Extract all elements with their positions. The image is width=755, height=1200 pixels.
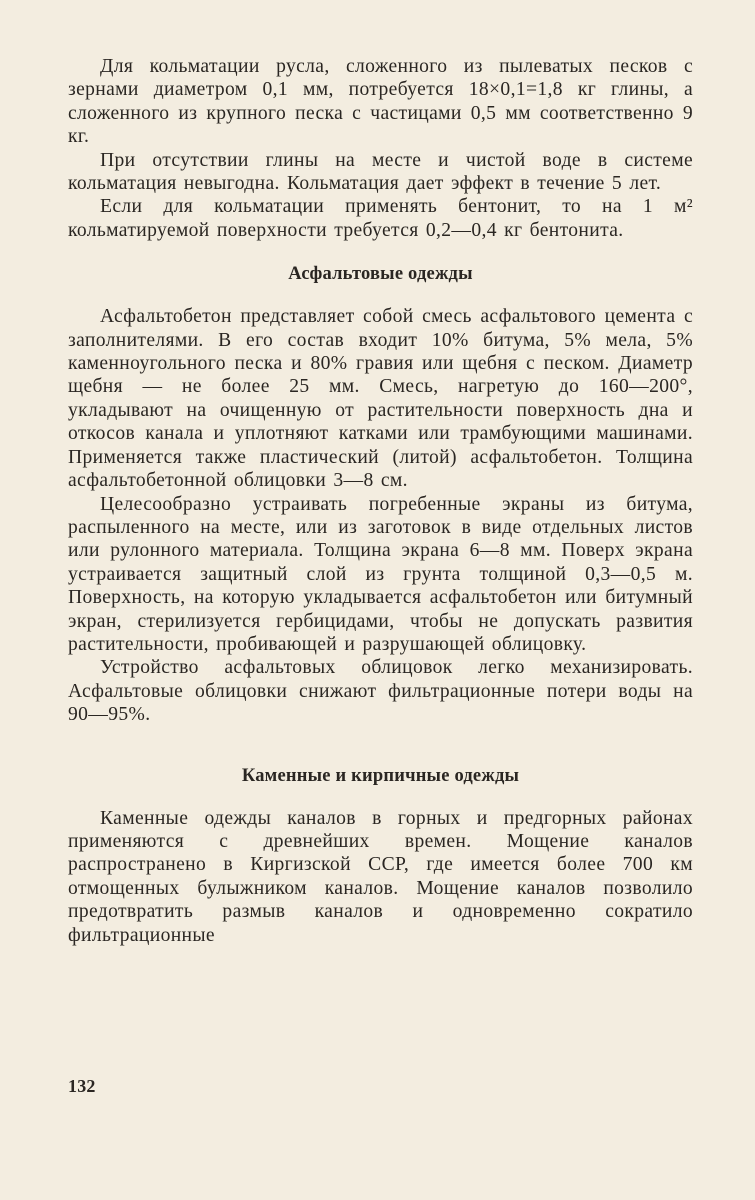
paragraph: При отсутствии глины на месте и чистой воде в системе кольматация невыгодна. Кольматация дает эффект в течение 5 лет. (68, 149, 693, 195)
paragraph: Для кольматации русла, сложенного из пылеватых песков с зернами диаметром 0,1 мм, потребуется 18×0,1=1,8 кг глины, а сложенного из крупного песка с частицами 0,5 мм соответственно 9 кг. (68, 56, 693, 148)
paragraph: Устройство асфальтовых облицовок легко механизировать. Асфальтовые облицовки снижают фильтрационные потери воды на 90—95%. (68, 657, 693, 726)
section-stone (68, 807, 693, 947)
section-asphalt (68, 305, 693, 726)
section-heading-asphalt: Асфальтовые одежды (288, 264, 473, 285)
section-heading-stone: Каменные и кирпичные одежды (241, 765, 520, 786)
paragraph: Асфальтобетон представляет собой смесь асфальтового цемента с заполнителями. В его состав входит 10% битума, 5% мела, 5% каменноугольного песка и 80% гравия или щебня с песком. Диаметр щебня — не более 25 мм. Смесь, нагретую до 160—200°, укладывают на очищенную от растительности поверхность дна и откосов канала и уплотняют катками или трамбующими машинами. Применяется также пластический (литой) асфальтобетон. Толщина асфальтобетонной облицовки 3—8 см. (68, 306, 693, 492)
page-number: 132 (68, 1076, 96, 1096)
paragraph: Если для кольматации применять бентонит, то на 1 м² кольматируемой поверхности требуется 0,2—0,4 кг бентонита. (68, 196, 693, 241)
paragraph: Каменные одежды каналов в горных и предгорных районах применяются с древнейших времен. Мощение каналов распространено в Киргизской ССР, где имеется более 700 км отмощенных булыжником каналов. Мощение каналов позволило предотвратить размыв каналов и одновременно сократило фильтрационные (68, 807, 693, 946)
paragraph: Целесообразно устраивать погребенные экраны из битума, распыленного на месте, или из заготовок в виде отдельных листов или рулонного материала. Толщина экрана 6—8 мм. Поверх экрана устраивается защитный слой из грунта толщиной 0,3—0,5 м. Поверхность, на которую укладывается асфальтобетон или битумный экран, стерилизуется гербицидами, чтобы не допускать развития растительности, пробивающей и разрушающей облицовку. (68, 493, 693, 655)
section-colmatation (68, 55, 693, 242)
